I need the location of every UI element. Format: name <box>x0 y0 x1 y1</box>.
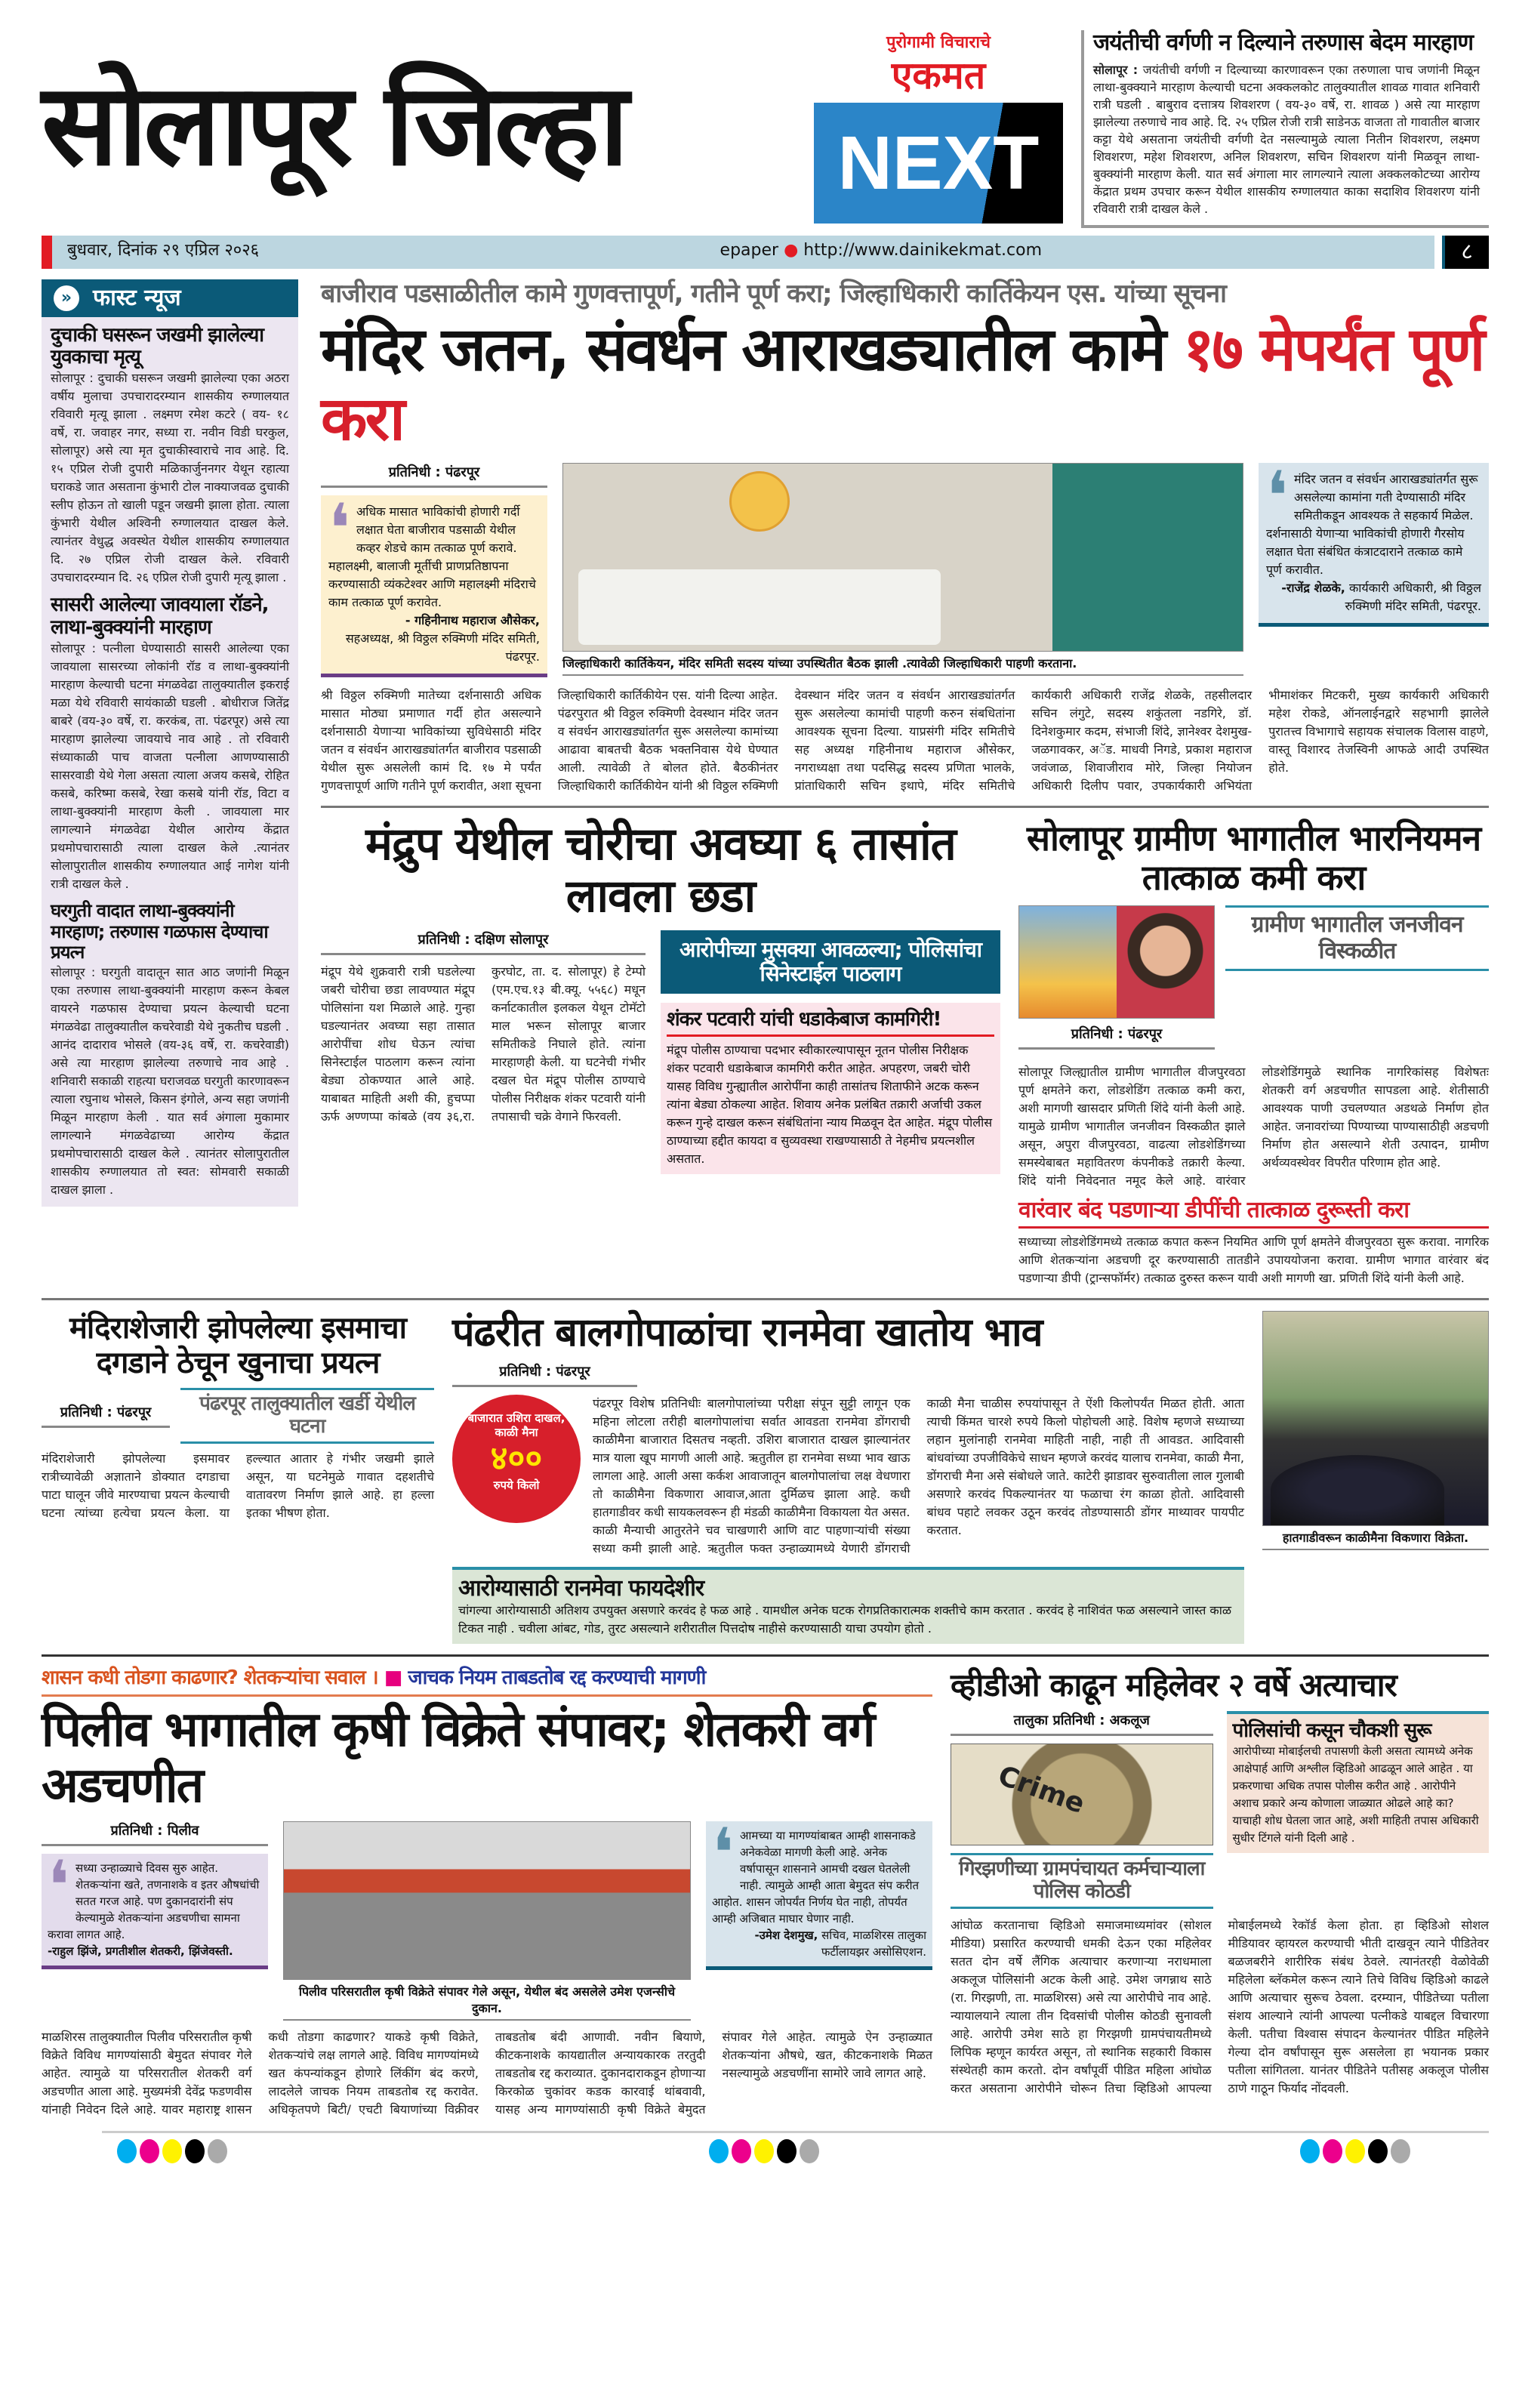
next-logo: NEXT <box>814 103 1063 224</box>
section-divider <box>42 1298 1489 1300</box>
agri-kicker <box>42 1667 932 1697</box>
video-story <box>951 1667 1489 2119</box>
quote-role: सहअध्यक्ष, श्री विठ्ठल रुक्मिणी मंदिर समिती, पंढरपूर. <box>345 631 540 664</box>
fast-news-item <box>51 325 289 587</box>
lead-kicker: बाजीराव पडसाळीतील कामे गुणवत्तापूर्ण, गतीने पूर्ण करा; जिल्हाधिकारी कार्तिकेयन एस. यांच्या सूचना <box>321 278 1226 309</box>
investigation-box <box>1227 1711 1490 1853</box>
quote-role: कार्यकारी अधिकारी, श्री विठ्ठल रुक्मिणी मंदिर समिती, पंढरपूर. <box>1345 580 1481 613</box>
power-side-label: ग्रामीण भागातील जनजीवन विस्कळीत <box>1225 905 1489 971</box>
story-body: मंदिराशेजारी झोपलेल्या इसमावर रात्रीच्यावेळी अज्ञाताने डोक्यात दगडाचा पाटा घालून जीवे मारण्याचा प्रयत्न केल्याची घटना त्यांच्या हत्येचा प्रयत्न केला. या हल्ल्यात आतार हे गंभीर जखमी झाले असून, या घटनेमुळे गावात दहशतीचे वातावरण निर्माण झाले आहे. हा हल्ला इतका भीषण होता. <box>42 1451 434 1520</box>
power-photo <box>1018 905 1215 1019</box>
quote-right-box <box>1259 456 1489 627</box>
power-subhead: वारंवार बंद पडणाऱ्या डीपींची तात्काळ दुरूस्ती करा <box>1018 1198 1489 1229</box>
bottom-rule <box>102 2131 1489 2133</box>
byline: प्रतिनिधी : पंढरपूर <box>452 1362 637 1387</box>
main-right <box>321 279 1489 1287</box>
ekmat-logo <box>814 30 1063 98</box>
lead-story-grid <box>321 456 1489 677</box>
video-side-label: गिरझणीच्या ग्रामपंचायत कर्मचाऱ्याला पोलिस कोठडी <box>951 1853 1213 1909</box>
agri-headline: पिलीव भागातील कृषी विक्रेते संपावर; शेतकरी वर्ग अडचणीत <box>42 1702 874 1814</box>
quote-text: अधिक मासात भाविकांची होणारी गर्दी लक्षात घेता बाजीराव पडसाळी येथील कव्हर शेडचे काम तत्काळ पूर्ण करावे. महालक्ष्मी, बालाजी मूर्तीची प्राणप्रतिष्ठापना करण्यासाठी व्यंकटेश्वर आणि महालक्ष्मी मंदिराचे काम तत्काळ पूर्ण करावेत. <box>328 504 536 609</box>
badge-price: ४०० <box>490 1438 543 1478</box>
box-body: आरोपीच्या मोबाईलची तपासणी केली असता त्यामध्ये अनेक आक्षेपार्ह आणि अश्लील व्हिडिओ आढळून आले आहेत . या प्रकरणाचा अधिक तपास पोलीस करीत आहे . आरोपीने अशाच प्रकारे अन्य कोणाला जाळ्यात ओढले आहे का? याचाही शोध घेतला जात आहे, अशी माहिती तपास अधिकारी सुधीर टिंगले यांनी दिली आहे . <box>1232 1744 1479 1845</box>
agri-quote <box>42 1846 268 1969</box>
fast-news-column <box>42 279 298 1207</box>
video-headline: व्हीडीओ काढून महिलेवर २ वर्षे अत्याचार <box>951 1666 1397 1704</box>
vendor-photo <box>1262 1311 1489 1526</box>
registration-marks-right <box>1300 2139 1413 2166</box>
story-headline: जयंतीची वर्गणी न दिल्याने तरुणास बेदम मारहाण <box>1093 29 1474 56</box>
shop-photo <box>283 1821 691 1980</box>
box-body: मंद्रूप पोलीस ठाण्याचा पदभार स्वीकारल्यापासून नूतन पोलीस निरीक्षक शंकर पटवारी धडाकेबाज कामगिरी करीत आहेत. अपहरण, जबरी चोरी यासह विविध गुन्ह्यातील आरोपींना काही तासांतच शिताफीने अटक करून त्यांना बेड्या ठोकल्या आहेत. शिवाय अनेक प्रलंबित तक्रारी अर्जाची उकल करून गुन्हे दाखल करून संबंधितांना न्याय मिळवून देत आहेत. मंद्रूप पोलीस ठाण्याच्या हद्दीत कायदा व सुव्यवस्था राखण्यासाठी ते नेहमीच प्रयत्नशील असतात. <box>667 1042 993 1166</box>
box-title: पोलिसांची कसून चौकशी सुरू <box>1232 1719 1431 1743</box>
news-headline: सासरी आलेल्या जावयाला रॉडने, लाथा-बुक्क्यांनी मारहाण <box>51 594 269 640</box>
epaper-label: epaper <box>719 240 779 260</box>
brand-tagline: पुरोगामी विचाराचे <box>886 33 991 52</box>
byline: प्रतिनिधी : पंढरपूर <box>42 1403 170 1428</box>
third-row <box>42 1311 1489 1644</box>
berries-pile <box>1271 1455 1444 1525</box>
box-body: चांगल्या आरोग्यासाठी अतिशय उपयुक्त असणारे करवंद हे फळ आहे . यामधील अनेक घटक रोगप्रतिकारात्मक शक्तीचे काम करतात . करवंद हे नाशिवंत फळ असल्याने जास्त काळ टिकत नाही . चवीला आंबट, गोड, तुरट असल्याने शरीरातील पित्तदोष नाहीसे करण्यासाठी याचा उपयोग होतो . <box>458 1603 1232 1636</box>
byline: प्रतिनिधी : पिलीव <box>42 1821 268 1846</box>
news-body: सोलापूर : दुचाकी घसरून जखमी झालेल्या एका अठरा वर्षीय मुलाचा उपचारादरम्यान शासकीय रुग्णालयात रविवारी मृत्यू झाला . लक्ष्मण रमेश कटरे ( वय- १८ वर्षे, रा. जवाहर नगर, सध्या रा. नवीन विडी घरकुल, सोलापूर) असे त्या मृत दुचाकीस्वाराचे नाव आहे. दि. १५ एप्रिल रोजी दुपारी मळिकार्जुननगर येथून रहात्या घराकडे जात असताना कुंभारी टोल नाक्याजवळ दुचाकी स्लीप होऊन तो खाली पडून जखमी झाला होता. त्याला कुंभारी येथील अश्विनी रुग्णालयात दाखल केले. त्यानंतर वेधुद्ध अवस्थेत येथील शासकीय रुग्णालयात दि. २७ एप्रिल रोजी दाखल केले. रविवारी उपचारादरम्यान दि. २६ एप्रिल रोजी दुपारी मृत्यू झाला . <box>51 371 289 585</box>
robbery-blue-box: आरोपीच्या मुसक्या आवळल्या; पोलिसांचा सिनेस्टाईल पाठलाग <box>661 930 1000 994</box>
fast-news-header <box>42 279 298 317</box>
badge-label: बाजारात उशिरा दाखल, काळी मैना <box>467 1411 565 1439</box>
byline: प्रतिनिधी : पंढरपूर <box>321 463 547 488</box>
box-title: आरोग्यासाठी रानमेवा फायदेशीर <box>458 1574 704 1602</box>
quote-icon: ❛ <box>48 1846 70 1926</box>
epaper-icon: ● <box>784 240 799 260</box>
patwari-box <box>661 1003 1000 1174</box>
masthead-title: सोलापूर जिल्हा <box>42 60 625 191</box>
logo-block <box>814 30 1063 224</box>
quote-icon: ❛ <box>712 1814 735 1894</box>
top-right-story <box>1081 30 1489 228</box>
quote-text: सध्या उन्हाळ्याचे दिवस सुरु आहेत. शेतकऱ्यांना खते, तणनाशके व इतर औषधांची सतत गरज आहे. पण दुकानदारांनी संप केल्यामुळे शेतकऱ्यांना अडचणीचा सामना करावा लागत आहे. <box>48 1861 260 1942</box>
registration-marks-center <box>709 2139 822 2166</box>
section-divider <box>42 1654 1489 1657</box>
fruit-headline: पंढरीत बालगोपाळांचा रानमेवा खातोय भाव <box>452 1309 1043 1355</box>
quote-author: -राजेंद्र शेळके, <box>1281 580 1345 595</box>
story-body: सोलापूर जिल्ह्यातील ग्रामीण भागातील वीजपुरवठा पूर्ण क्षमतेने करा, लोडशेडिंग तत्काळ कमी करा, अशी मागणी खासदार प्रणिती शिंदे यांनी केली आहे. यामुळे ग्रामीण भागातील जनजीवन विस्कळीत झाले असून, अपुरा वीजपुरवठा, वाढत्या लोडशेडिंगच्या समस्येबाबत महावितरण कंपनीकडे तक्रारी केल्या. शिंदे यांनी निवेदनात नमूद केले आहे. वारंवार लोडशेडिंगमुळे स्थानिक नागरिकांसह विशेषतः शेतकरी वर्ग अडचणीत सापडला आहे. शेतीसाठी आवश्यक पाणी उचलण्यात अडथळे निर्माण होत आहेत. जनावरांच्या पिण्याच्या पाण्यासाठीही अडचणी निर्माण होत असल्याने शेती उत्पादन, ग्रामीण अर्थव्यवस्थेवर विपरीत परिणाम होत आहे. <box>1018 1065 1489 1189</box>
dateline: सोलापूर : <box>1093 62 1139 77</box>
quote-icon: ❛ <box>328 489 351 569</box>
quote-text: आमच्या या मागण्यांबाबत आम्ही शासनाकडे अनेकवेळा मागणी केली आहे. अनेक वर्षापासून शासनाने आमची दखल घेतलेली नाही. त्यामुळे आम्ही आता बेमुदत संप करीत आहोत. शासन जोपर्यंत निर्णय घेत नाही, तोपर्यंत आम्ही अजिबात माघार घेणार नाही. <box>712 1829 920 1926</box>
attack-side-label: पंढरपूर तालुक्यातील खर्डी येथील घटना <box>180 1388 434 1444</box>
quote-author: - गहिनीनाथ महाराज औसेकर, <box>405 612 540 627</box>
story-body: आंघोळ करतानाचा व्हिडिओ समाजमाध्यमांवर (सोशल मीडिया) प्रसारित करण्याची धमकी देऊन एका महिलेवर सतत दोन वर्षे लैंगिक अत्याचार करणाऱ्या नराधमाला अकलूज पोलिसांनी अटक केली आहे. उमेश जगन्नाथ साठे (रा. गिरझणी, ता. माळशिरस) असे त्या आरोपीचे नाव आहे. न्यायालयाने त्याला तीन दिवसांची पोलीस कोठडी सुनावली आहे. आरोपी उमेश साठे हा गिरझणी ग्रामपंचायतीमध्ये लिपिक म्हणून कार्यरत असून, तो स्थानिक सहकारी विकास संस्थेतही काम करतो. दोन वर्षांपूर्वी पीडित महिला आंघोळ करत असताना आरोपीने चोरून तिचा व्हिडिओ आपल्या मोबाईलमध्ये रेकॉर्ड केला होता. हा व्हिडिओ सोशल मीडियावर व्हायरल करण्याची भीती दाखवून त्याने पीडितेवर बळजबरीने शारीरिक संबंध ठेवले. त्यानंतरही वेळोवेळी महिलेला ब्लॅकमेल करून त्याने तिचे विविध व्हिडिओ काढले आणि अत्याचार सुरूच ठेवला. दरम्यान, पीडितेच्या पतीला संशय आल्याने त्यांनी आपल्या पत्नीकडे याबद्दल विचारणा केली. पतीचा विश्वास संपादन केल्यानंतर पीडित महिलेने गेल्या दोन वर्षांपासून सुरू असलेला हा भयानक प्रकार पतीला सांगितला. यानंतर पीडितेने पतीसह अकलूज पोलीस ठाणे गाठून फिर्याद नोंदवली. <box>951 1918 1489 2096</box>
crime-photo <box>951 1744 1213 1845</box>
second-row <box>321 819 1489 1287</box>
badge-unit: रुपये किलो <box>493 1478 540 1492</box>
shop-photo-caption: पिलीव परिसरातील कृषी विक्रेते संपावर गेले असून, येथील बंद असलेले उमेश एजन्सीचे दुकान. <box>283 1980 691 2021</box>
quote-text: मंदिर जतन व संवर्धन आराखड्यांतर्गत सुरू असलेल्या कामांना गती देण्यासाठी मंदिर समितीकडून आवश्यक ते सहकार्य मिळेल. दर्शनासाठी येणाऱ्या भाविकांची होणारी गैरसोय लक्षात घेता संबंधित कंत्राटदाराने तत्काळ कामे पूर्ण करावीत. <box>1266 471 1478 577</box>
headline-red: १७ मेपर्यंत पूर्ण करा <box>321 313 1484 454</box>
photo-caption: जिल्हाधिकारी कार्तिकेयन, मंदिर समिती सदस्य यांच्या उपस्थितीत बैठक झाली .त्यावेळी जिल्हाधिकारी पाहणी करताना. <box>562 652 1243 676</box>
square-bullet-icon: ■ <box>384 1666 402 1690</box>
story-body: पंढरपूर विशेष प्रतिनिधीः बालगोपालांच्या परीक्षा संपून सुट्टी लागून एक महिना लोटला तरीही बालगोपालांचा सर्वात आवडता रानमेवा डोंगराची काळीमैना बाजारात दिसतच नव्हती. उशिरा बाजारात दाखल झाल्यानंतर मात्र याला खूप मागणी आली आहे. ऋतुतील हा रानमेवा सध्या भाव खाऊ लागला आहे. आली असा कर्कश आवाजातून बालगोपालांचा लक्ष वेधणारा तो काळीमैना विकणारा आवाज,आता दुर्मिळच झाला आहे. कधी हातगाडीवर कधी सायकलवरून ही मंडळी काळीमैना विकायला येत असत. काळी मैन्याची आतुरतेने चव चाखणारी आणि वाट पाहणाऱ्यांची संख्या सध्या कमी झाली आहे. ऋतुतील फक्त उन्हाळ्यामध्ये येणारी डोंगराची काळी मैना चाळीस रुपयांपासून ते ऐंशी किलोपर्यंत मिळत होती. आता त्याची किंमत चारशे रुपये किलो पोहोचली आहे. विशेष म्हणजे सध्याच्या लहान मुलांनाही रानमेवा माहिती नाही, नाही ती आवडत. आदिवासी बांधवांच्या उपजीविकेचे साधन म्हणजे करवंद यालाच रानमेवा, काळी मैना, डोंगराची मैना असे संबोधले जाते. काटेरी झाडावर सुरुवातीला लाल गुलाबी असणारे करवंद पिकल्यानंतर या फळाचा रंग काळा होतो. आदिवासी बांधव पहाटे लवकर उठून करवंद तोडण्यासाठी डोंगर माथ्यावर पायपीट करतात. <box>593 1395 1244 1555</box>
crime-photo-text: Crime <box>994 1760 1089 1821</box>
byline: प्रतिनिधी : पंढरपूर <box>1018 1025 1215 1050</box>
chevron-down-icon: » <box>54 285 79 311</box>
kicker-orange: शासन कधी तोडगा काढणार? शेतकऱ्यांचा सवाल । <box>42 1666 378 1690</box>
registration-marks <box>42 2139 1489 2166</box>
fruit-story <box>452 1311 1244 1644</box>
date-bar-row <box>42 236 1489 269</box>
story-body: जयंतीची वर्गणी न दिल्याच्या कारणावरून एका तरुणाला पाच जणांनी मिळून लाथा-बुक्क्याने मारहाण केल्याची घटना अक्कलकोट तालुक्यातील शावळ गावात शनिवारी रात्री घडली . बाबुराव दत्तात्रय शिवशरण ( वय-३० वर्षे, रा. शावळ ) असे त्या मारहाण झालेल्या तरुणाचे नाव आहे. दि. २५ एप्रिल रोजी रात्री साडेनऊ वाजता तो गावातील बाजार कट्टा येथे असताना जयंतीची वर्गणी देत नसल्यामुळे त्याला नितीन शिवशरण, लक्ष्मण शिवशरण, महेश शिवशरण, अनिल शिवशरण, सचिन शिवशरण यांनी मिळवून लाथा-बुक्क्यांनी मारहाण केली. यात सर्व अंगाला मार लागल्याने त्याला अक्कलकोटच्या आरोग्य केंद्रात प्रथम उपचार करून येथील शासकीय रुग्णालयात काका सदाशिव शिवशरण यांनी रविवारी रात्री दाखल केले . <box>1093 62 1480 216</box>
quote-author: -उमेश देशमुख, <box>754 1929 818 1943</box>
page-number: ८ <box>1442 236 1489 269</box>
section-divider <box>321 806 1489 808</box>
power-story <box>1018 819 1489 1287</box>
kicker-blue: जाचक नियम ताबडतोब रद्द करण्याची मागणी <box>408 1666 706 1690</box>
robbery-story <box>321 819 1000 1287</box>
quote-icon: ❛ <box>1266 456 1289 536</box>
meeting-table <box>578 569 941 645</box>
main-row <box>42 279 1489 1287</box>
story-body: श्री विठ्ठल रुक्मिणी मातेच्या दर्शनासाठी अधिक मासात मोठ्या प्रमाणात गर्दी होत असल्याने दर्शनासाठी येणाऱ्या भाविकांच्या सुविधेसाठी मंदिर जतन व संवर्धन आराखड्यांतर्गत बाजीराव पडसाळी येथील सुरू असलेली कामं दि. १७ मे पर्यंत गुणवत्तापूर्ण आणि गतीने पूर्ण करावीत, अशा सूचना जिल्हाधिकारी कार्तिकीयेन एस. यांनी दिल्या आहेत. पंढरपुरात श्री विठ्ठल रुक्मिणी देवस्थान मंदिर जतन व संवर्धन आराखड्यांतर्गत सुरू असलेल्या कामांच्या आढावा बाबतची बैठक भक्तनिवास येथे घेण्यात आली. त्यावेळी ते बोलत होते. बैठकीनंतर जिल्हाधिकारी कार्तिकीयेन यांनी श्री विठ्ठल रुक्मिणी देवस्थान मंदिर जतन व संवर्धन आराखड्यांतर्गत सुरू असलेल्या कामांची पाहणी करुन संबधितांना आवश्यक सूचना दिल्या. याप्रसंगी मंदिर समितीचे सह अध्यक्ष गहिनीनाथ महाराज औसेकर, नगराध्यक्षा तथा पदसिद्ध सदस्य प्रणिता भालके, प्रांताधिकारी सचिन इथापे, मंदिर समितीचे कार्यकारी अधिकारी राजेंद्र शेळके, तहसीलदार सचिन लंगुटे, सदस्य शकुंतला नडगिरे, डॉ. दिनेशकुमार कदम, संभाजी शिंदे, ज्ञानेश्वर देशमुख-जळगावकर, अॅड. माधवी निगडे, प्रकाश महाराज जवंजाळ, शिवाजीराव मोरे, जिल्हा नियोजन अधिकारी दिलीप पवार, उपकार्यकारी अभियंता भीमाशंकर मिटकरी, मुख्य कार्यकारी अधिकारी महेश रोकडे, ऑनलाईनद्वारे सहभागी झालेले पुरातत्त्व विभागाचे सहायक संचालक विलास वाहणे, वास्तू विशारद तेजस्विनी आफळे आदी उपस्थित होते. <box>321 687 1489 793</box>
attack-headline: मंदिराशेजारी झोपलेल्या इसमाचा दगडाने ठेचून खुनाचा प्रयत्न <box>69 1310 407 1380</box>
registration-marks-left <box>117 2139 230 2166</box>
power-headline: सोलापूर ग्रामीण भागातील भारनियमन तात्काळ कमी करा <box>1026 817 1481 899</box>
headline-black: मंदिर जतन, संवर्धन आराखड्यातील कामे <box>321 313 1164 384</box>
story-body-2: सध्याच्या लोडशेडिंगमध्ये तत्काळ कपात करून नियमित आणि पूर्ण क्षमतेने वीजपुरवठा सुरू करावा. नागरिक आणि शेतकऱ्यांना अडचणी दूर करण्यासाठी तातडीने उपाययोजना करावा. ग्रामीण भागात वारंवार बंद पडणाऱ्या डीपी (ट्रान्सफॉर्मर) तत्काळ दुरुस्त करून यावी अशी मागणी खा. प्रणिती शिंदे यांनी केली आहे. <box>1018 1234 1489 1285</box>
date-bar <box>42 236 1434 269</box>
quote-author: -राहुल झिंजे, प्रगतीशील शेतकरी, झिंजेवस्ती. <box>48 1944 233 1959</box>
meeting-photo <box>562 463 1243 652</box>
portrait-image <box>1117 906 1214 1018</box>
fast-news-item <box>51 901 289 1199</box>
lead-headline <box>321 315 1489 454</box>
news-headline: घरगुती वादात लाथा-बुक्क्यांनी मारहाण; तरुणास गळफास देण्याचा प्रयत्न <box>51 900 268 964</box>
news-body: सोलापूर : घरगुती वादातून सात आठ जणांनी मिळून एका तरुणास लाथा-बुक्क्यांनी मारहाण करून केबल वायरने गळफास देण्याचा प्रयत्न केल्याची घटना मंगळवेढा तालुक्यातील कचरेवाडी येथे नुकतीच घडली . आनंद दादाराव भोसले (वय-३६ वर्षे, रा. कचरेवाडी) असे त्या मारहाण झालेल्या तरुणाचे नाव आहे . शनिवारी सकाळी राहत्या घराजवळ घरगुती कारणावरून त्याला रघुनाथ भोसले, किसन इंगोले, अन्य सहा जणांनी मिळून मारहाण केली . यात सर्व अंगाला मुकामार लागल्याने मंगळवेढाच्या आरोग्य केंद्रात प्रथमोपचारासाठी दाखल केले . त्यानंतर सोलापुरातील शासकीय रुग्णालयात तो स्वत: सोमवारी सकाळी दाखल झाला . <box>51 964 289 1197</box>
news-headline: दुचाकी घसरून जखमी झालेल्या युवकाचा मृत्यू <box>51 323 264 369</box>
vendor-photo-caption: हातगाडीवरून काळीमैना विकणारा विक्रेता. <box>1262 1526 1489 1550</box>
attack-story <box>42 1311 434 1644</box>
brand-name: एकमत <box>891 54 986 97</box>
box-title: शंकर पटवारी यांची धडाकेबाज कामगिरी! <box>667 1009 994 1037</box>
story-body: माळशिरस तालुक्यातील पिलीव परिसरातील कृषी विक्रेते विविध मागण्यांसाठी बेमुदत संपावर गेले आहेत. त्यामुळे या परिसरातील शेतकरी वर्ग अडचणीत आला आहे. मुख्यमंत्री देवेंद्र फडणवीस यांनाही निवेदन दिले आहे. यावर महाराष्ट्र शासन कधी तोडगा काढणार? याकडे कृषी विक्रेते, शेतकऱ्यांचे लक्ष लागले आहे. विविध मागण्यांमध्ये खत कंपन्यांकडून होणारे लिंकींग बंद करणे, लादलेले जाचक नियम ताबडतोब रद्द करावेत. अधिकृतपणे बिटी/ एचटी बियाणांच्या विक्रीवर ताबडतोब बंदी आणावी. नवीन बियाणे, कीटकनाशके कायद्यातील अन्यायकारक तरतुदी ताबडतोब रद्द कराव्यात. दुकानदाराकडून होणाऱ्या किरकोळ चुकांवर कडक कारवाई थांबवावी, यासह अन्य मागण्यांसाठी कृषी विक्रेते बेमुदत संपावर गेले आहेत. त्यामुळे ऐन उन्हाळ्यात शेतकऱ्यांना औषधे, खत, कीटकनाशके मिळत नसल्यामुळे अडचणींना सामोरे जावे लागत आहे. <box>42 2030 932 2117</box>
temple-logo <box>729 471 790 532</box>
website-link[interactable]: http://www.dainikekmat.com <box>803 240 1042 260</box>
agri-story <box>42 1667 932 2119</box>
byline: तालुका प्रतिनिधी : अकलूज <box>951 1711 1213 1736</box>
agri-quote-2 <box>706 1814 932 1970</box>
fast-news-item <box>51 594 289 893</box>
transmission-tower-image <box>1019 906 1117 1018</box>
story-body: मंद्रूप येथे शुक्रवारी रात्री घडलेल्या जबरी चोरीचा छडा लावण्यात मंद्रूप पोलिसांना यश मिळाले आहे. गुन्हा घडल्यानंतर अवघ्या सहा तासात आरोपींचा शोध घेऊन त्यांचा सिनेस्टाईल पाठलाग करून त्यांना बेड्या ठोकण्यात आले आहे. याबाबत माहिती अशी की, हुचप्पा ऊर्फ अण्णप्पा कांबळे (वय ३६,रा. कुरघोट, ता. द. सोलापूर) हे टेम्पो (एम.एच.१३ बी.क्यू. ५५६८) मधून कर्नाटकातील इलकल येथून टोमॅटो माल भरून सोलापूर बाजार समितीकडे निघाले होते. त्यांना मारहाणही केली. या घटनेची गंभीर दखल घेत मंद्रूप पोलीस ठाण्याचे पोलीस निरीक्षक शंकर पटवारी यांनी तपासाची चक्रे वेगाने फिरवली. <box>321 964 646 1124</box>
masthead <box>42 30 1489 228</box>
quote-left-box <box>321 489 547 677</box>
byline: प्रतिनिधी : दक्षिण सोलापूर <box>321 930 646 955</box>
fast-news-title: फास्ट न्यूज <box>93 284 181 311</box>
fourth-row <box>42 1667 1489 2119</box>
price-badge <box>452 1395 581 1523</box>
robbery-headline: मंद्रुप येथील चोरीचा अवघ्या ६ तासांत लावला छडा <box>365 817 956 923</box>
quote-role: सचिव, माळशिरस तालुका फर्टीलायझर असोसिएशन. <box>821 1929 926 1959</box>
health-box <box>452 1567 1244 1645</box>
news-body: सोलापूर : पत्नीला घेण्यासाठी सासरी आलेल्या एका जावयाला सासरच्या लोकांनी रॉड व लाथा-बुक्क्यांनी मारहाण केल्याची घटना मंगळवेढा तालुक्यातील इकराई मळा येथे रविवारी सायंकाळी घडली . बोधीराज जितेंद्र बाबरे (वय-३० वर्षे, रा. करकंब, ता. पंढरपूर) असे त्या मारहाण झालेल्या जावयाचे नाव आहे . तो रविवारी संध्याकाळी पाच वाजता पत्नीला आणण्यासाठी सासरवाडी येथे गेला असता त्याला अजय कसबे, रोहित कसबे, करिष्मा कसबे, रेखा कसबे यांनी रॉड, विटा व लाथा-बुक्क्यांनी मारहाण केली . जावयाला मार लागल्याने मंगळवेढा येथील आरोग्य केंद्रात प्रथमोपचारासाठी त्याला दाखल केले .त्यानंतर सोलापुरातील शासकीय रुग्णालयात आई नागेश यांनी रात्री दाखल केले . <box>51 641 289 892</box>
issue-date: बुधवार, दिनांक २९ एप्रिल २०२६ <box>67 240 260 260</box>
